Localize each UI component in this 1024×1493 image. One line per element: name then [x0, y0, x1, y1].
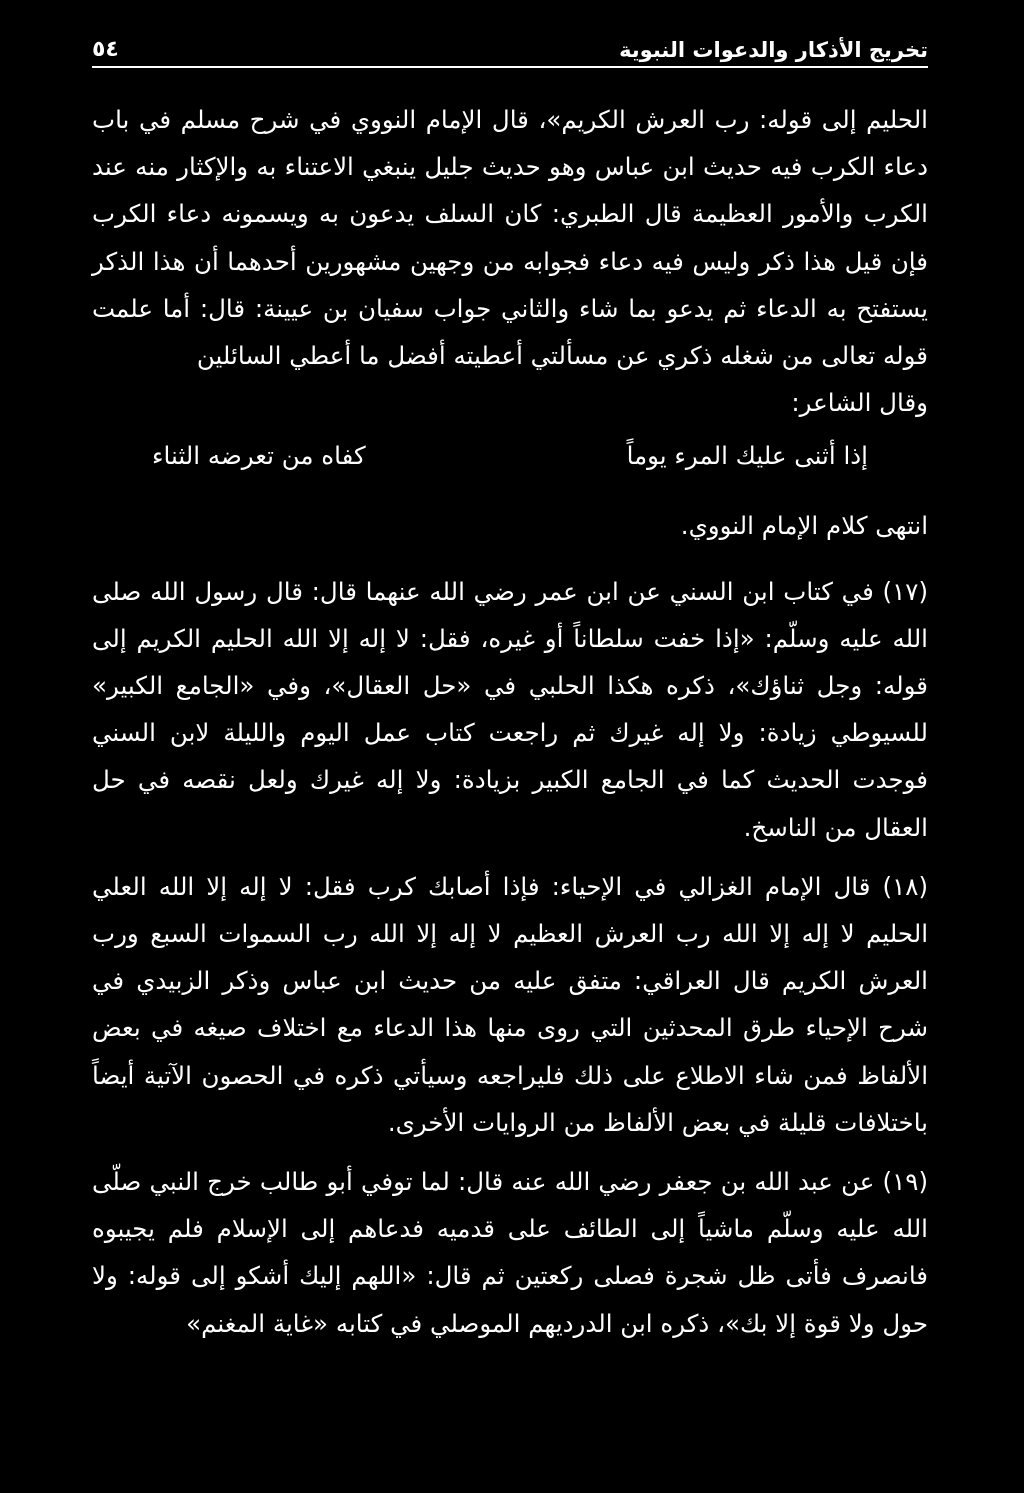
- section-18: (١٨) قال الإمام الغزالي في الإحياء: فإذا أصابك كرب فقل: لا إله إلا الله العلي الحليم لا إله إلا الله رب العرش العظيم لا إله إلا الله رب السموات السبع ورب العرش الكريم قال العراقي: متفق عليه من حديث ابن عباس وذكر الزبيدي في شرح الإحياء طرق المحدثين التي روى منها هذا الدعاء مع اختلاف صيغه في بعض الألفاظ فمن شاء الاطلاع على ذلك فليراجعه وسيأتي ذكره في الحصون الآتية أيضاً باختلافات قليلة في بعض الألفاظ من الروايات الأخرى.: [92, 871, 928, 1137]
- section-19: (١٩) عن عبد الله بن جعفر رضي الله عنه قال: لما توفي أبو طالب خرج النبي صلّى الله عليه وسلّم ماشياً إلى الطائف على قدميه فدعاهم إلى الإسلام فلم يجيبوه فانصرف فأتى ظل شجرة فصلى ركعتين ثم قال: «اللهم إليك أشكو إلى قوله: ولا حول ولا قوة إلا بك»، ذكره ابن الدرديهم الموصلي في كتابه «غاية المغنم»: [92, 1167, 928, 1338]
- paragraph-nawawi-commentary: الحليم إلى قوله: رب العرش الكريم»، قال الإمام النووي في شرح مسلم في باب دعاء الكرب فيه حديث ابن عباس وهو حديث جليل ينبغي الاعتناء به والإكثار منه عند الكرب والأمور العظيمة قال الطبري: كان السلف يدعون به ويسمونه دعاء الكرب فإن قيل هذا ذكر وليس فيه دعاء فجوابه من وجهين مشهورين أحدهما أن هذا الذكر يستفتح به الدعاء ثم يدعو بما شاء والثاني جواب سفيان بن عيينة: قال: أما علمت قوله تعالى من شغله ذكري عن مسألتي أعطيته أفضل ما أعطي السائلين: [92, 105, 928, 371]
- poet-intro: وقال الشاعر:: [791, 388, 928, 418]
- section-spacer: [92, 851, 928, 863]
- verse-first-hemistich: إذا أثنى عليك المرء يوماً: [626, 441, 868, 471]
- poem-verse: [152, 432, 868, 480]
- section-17: (١٧) في كتاب ابن السني عن ابن عمر رضي الله عنهما قال: قال رسول الله صلى الله عليه وسلّم: «إذا خفت سلطاناً أو غيره، فقل: لا إله إلا الله الحليم الكريم إلى قوله: وجل ثناؤك»، ذكره هكذا الحلبي في «حل العقال»، وفي «الجامع الكبير» للسيوطي زيادة: ولا إله غيرك ثم راجعت كتاب عمل اليوم والليلة لابن السني فوجدت الحديث كما في الجامع الكبير بزيادة: ولا إله غيرك ولعل نقصه في حل العقال من الناسخ.: [92, 576, 928, 842]
- quote-end-note: انتهى كلام الإمام النووي.: [680, 511, 928, 541]
- header-divider: [92, 66, 928, 68]
- section-spacer: [92, 550, 928, 568]
- page-body: [92, 96, 928, 1347]
- running-title: تخريج الأذكار والدعوات النبوية: [619, 38, 928, 62]
- page-number: ٥٤: [92, 37, 119, 62]
- verse-second-hemistich: كفاه من تعرضه الثناء: [152, 441, 366, 471]
- section-spacer: [92, 1146, 928, 1158]
- page-header: [92, 22, 928, 62]
